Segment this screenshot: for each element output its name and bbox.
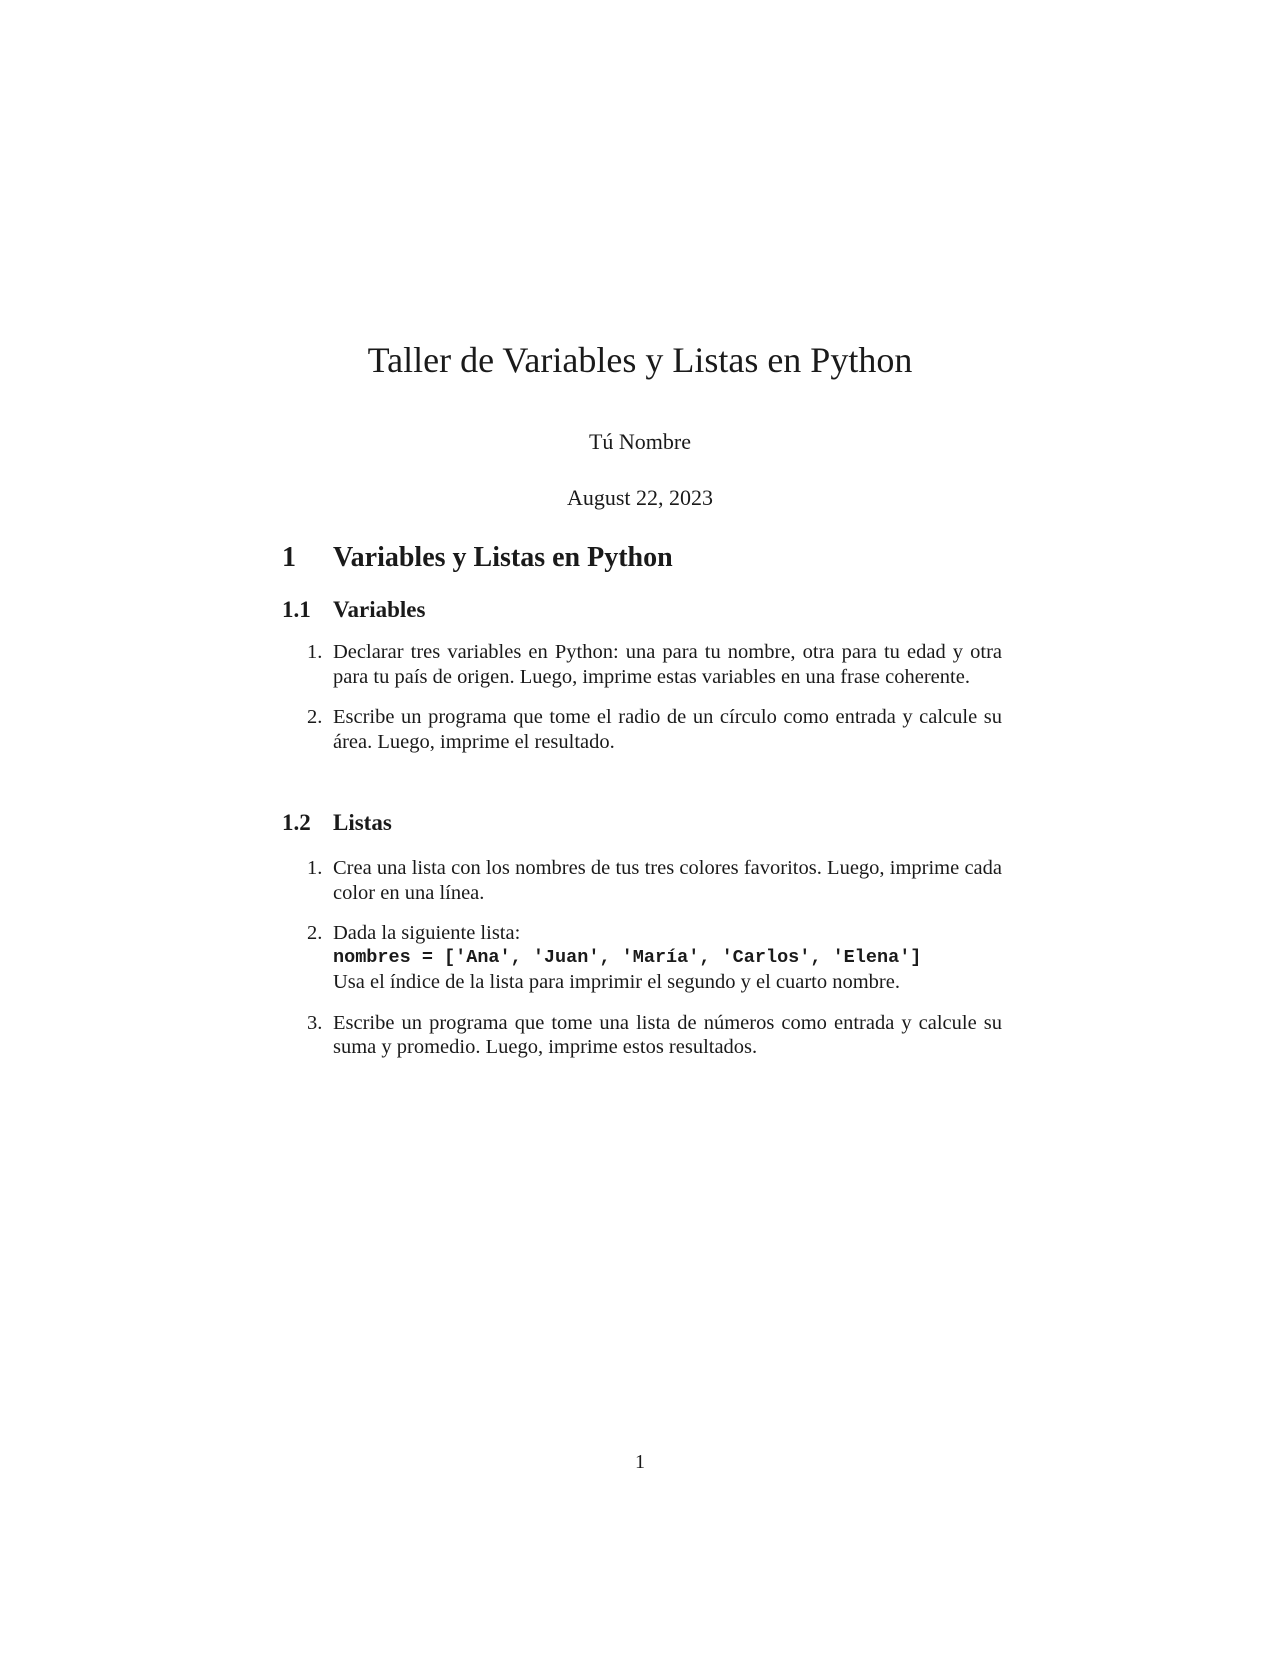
listas-exercise-list [307,856,1002,1060]
page-number: 1 [635,1451,645,1473]
document-date: August 22, 2023 [566,485,714,510]
document-title: Taller de Variables y Listas en Python [367,340,913,380]
exercise-item [307,705,1002,754]
section-title: Variables y Listas en Python [333,542,673,573]
subsection-title: Listas [333,810,392,835]
item-number: 2. [307,922,323,944]
subsection-heading-listas [282,809,392,837]
document-author: Tú Nombre [588,429,692,454]
item-number: 3. [307,1011,323,1034]
exercise-item [307,856,1002,905]
section-number: 1 [282,542,296,573]
item-number: 1. [307,641,323,663]
item-text: Escribe un programa que tome una lista de números como entrada y calcule su suma y promedio. Luego, imprime estos resultados. [333,1011,1002,1058]
subsection-number: 1.2 [282,810,311,835]
section-heading [282,541,673,575]
item-text: Escribe un programa que tome el radio de un círculo como entrada y calcule su área. Luego, imprime el resultado. [333,706,1002,753]
subsection-heading-variables [282,596,425,624]
item-number: 1. [307,857,323,879]
subsection-number: 1.1 [282,597,311,622]
item-text: Declarar tres variables en Python: una para tu nombre, otra para tu edad y otra para tu país de origen. Luego, imprime estas variables en una frase coherente. [333,641,1002,688]
item-text: Crea una lista con los nombres de tus tres colores favoritos. Luego, imprime cada color en una línea. [333,857,1002,904]
subsection-title: Variables [333,597,426,622]
item-number: 2. [307,706,323,728]
item-intro: Dada la siguiente lista: [333,922,521,944]
exercise-item [307,1011,1002,1060]
item-text: Usa el índice de la lista para imprimir el segundo y el cuarto nombre. [333,971,900,993]
code-snippet: nombres = ['Ana', 'Juan', 'María', 'Carlos', 'Elena'] [333,946,922,968]
exercise-item [307,921,1002,995]
exercise-item [307,640,1002,689]
variables-exercise-list [307,640,1002,754]
